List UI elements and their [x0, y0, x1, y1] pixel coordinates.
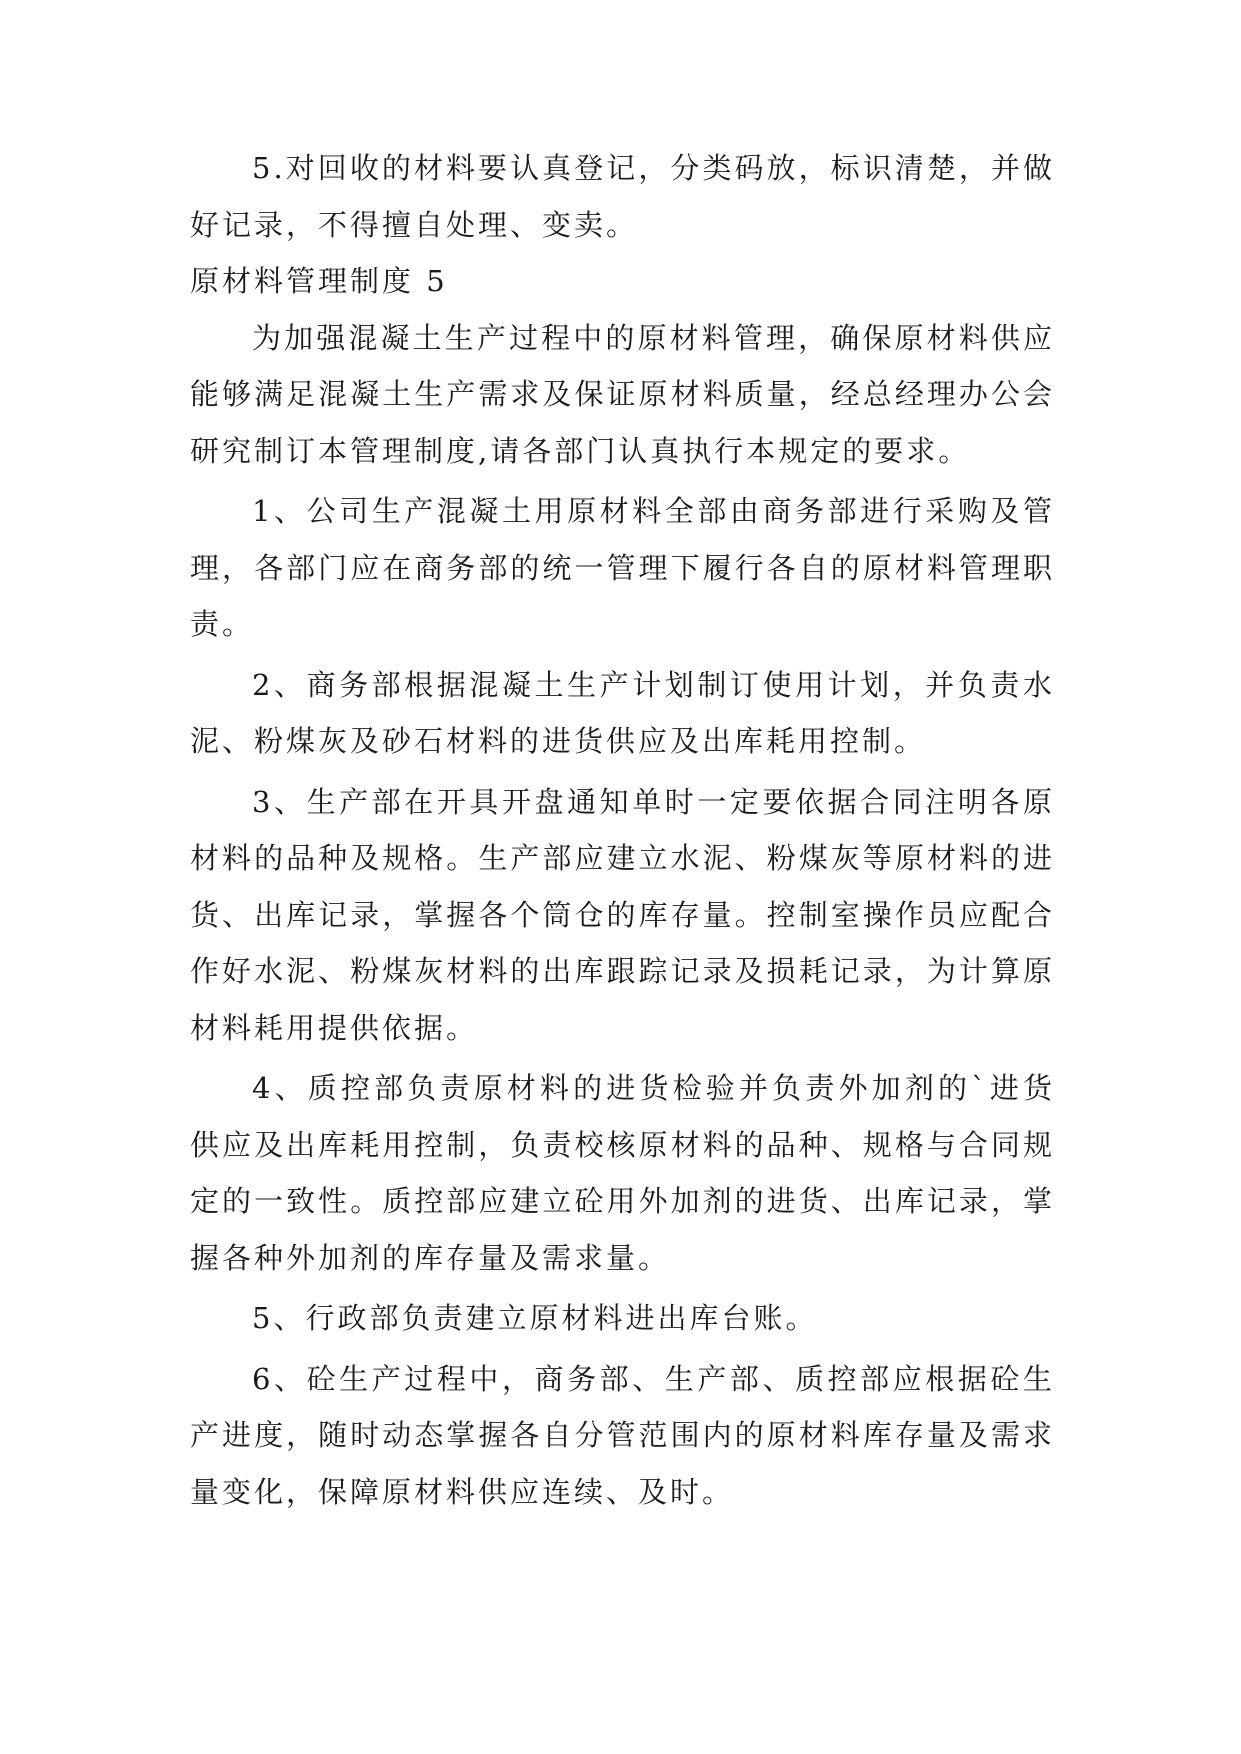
paragraph-item-6: 6、砼生产过程中，商务部、生产部、质控部应根据砼生产进度，随时动态掌握各自分管范围内的原材料库存量及需求量变化，保障原材料供应连续、及时。 — [190, 1361, 1055, 1509]
paragraph-item-1: 1、公司生产混凝土用原材料全部由商务部进行采购及管理，各部门应在商务部的统一管理下履行各自的原材料管理职责。 — [190, 494, 1055, 641]
paragraph-item-3: 3、生产部在开具开盘通知单时一定要依据合同注明各原材料的品种及规格。生产部应建立水泥、粉煤灰等原材料的进货、出库记录，掌握各个筒仓的库存量。控制室操作员应配合作好水泥、粉煤灰材料的出库跟踪记录及损耗记录，为计算原材料耗用提供依据。 — [190, 784, 1055, 1045]
paragraph-item-5-recycling: 5.对回收的材料要认真登记，分类码放，标识清楚，并做好记录，不得擅自处理、变卖。 — [190, 151, 1055, 242]
section-heading: 原材料管理制度 5 — [190, 264, 448, 298]
paragraph-item-4: 4、质控部负责原材料的进货检验并负责外加剂的`进货供应及出库耗用控制，负责校核原材料的品种、规格与合同规定的一致性。质控部应建立砼用外加剂的进货、出库记录，掌握各种外加剂的库存量及需求量。 — [190, 1071, 1055, 1275]
intro-paragraph: 为加强混凝土生产过程中的原材料管理，确保原材料供应能够满足混凝土生产需求及保证原材料质量，经总经理办公会研究制订本管理制度,请各部门认真执行本规定的要求。 — [190, 320, 1055, 468]
paragraph-item-5: 5、行政部负责建立原材料进出库台账。 — [252, 1301, 818, 1335]
paragraph-item-2: 2、商务部根据混凝土生产计划制订使用计划，并负责水泥、粉煤灰及砂石材料的进货供应及出库耗用控制。 — [190, 667, 1055, 758]
document-page — [190, 140, 1055, 1520]
